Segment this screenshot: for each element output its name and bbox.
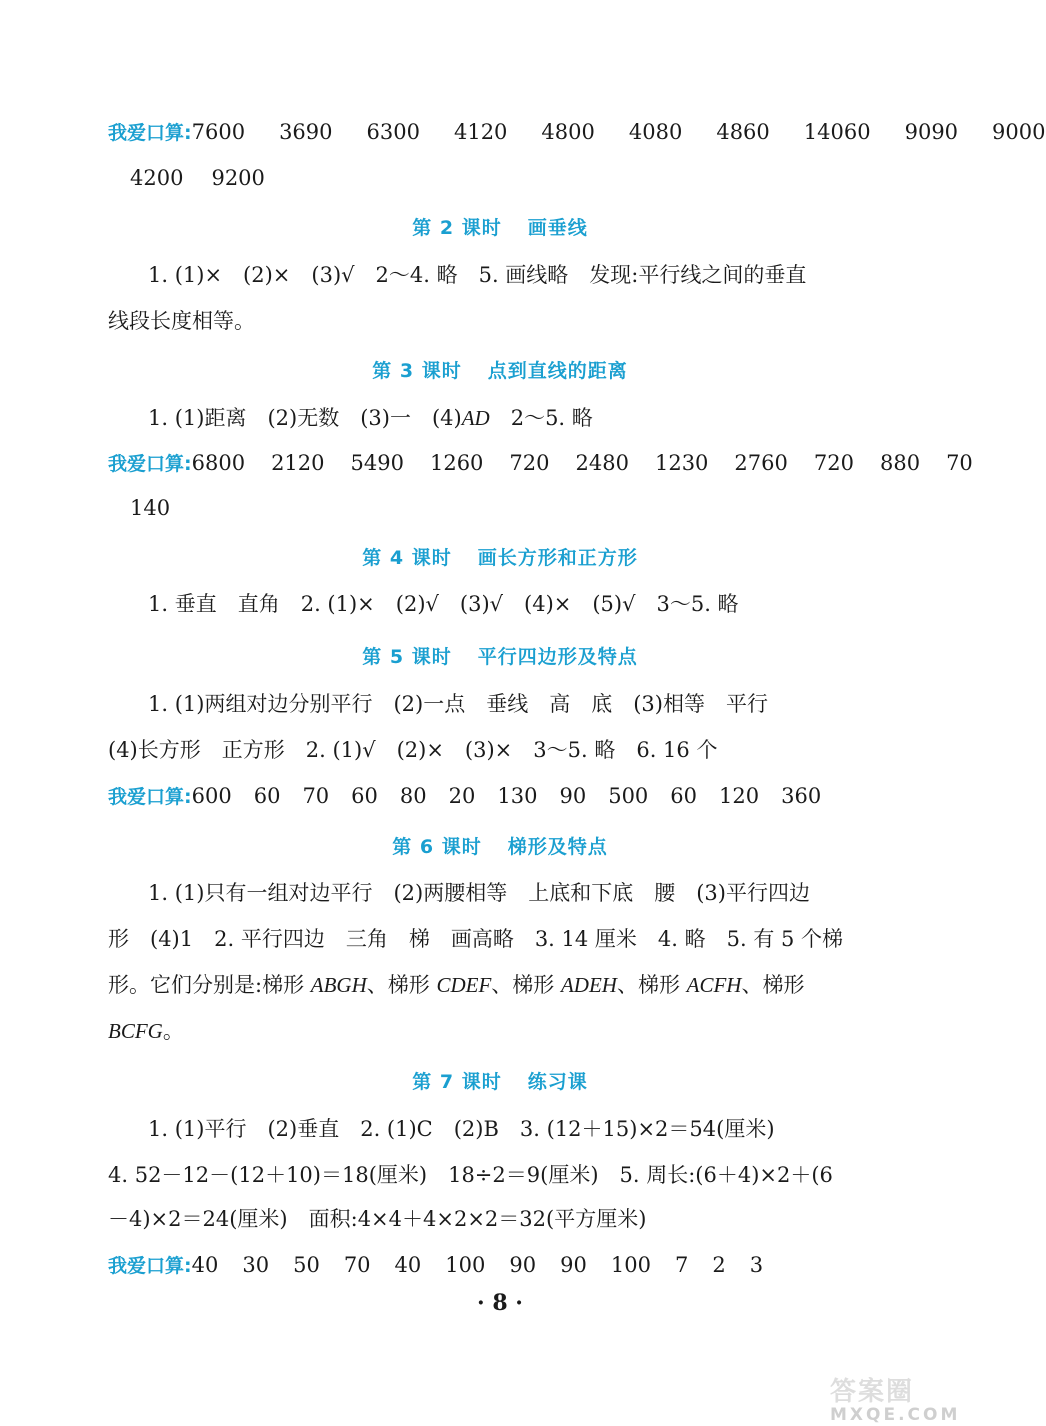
kousuan-value: 360 (781, 784, 822, 808)
kousuan-value: 90 (560, 1253, 587, 1277)
kousuan-label: 我爱口算: (108, 1255, 192, 1277)
kousuan-value: 4800 (541, 120, 595, 144)
watermark-logo (830, 1378, 1000, 1426)
lesson-name: 画长方形和正方形 (477, 547, 638, 569)
kousuan-value: 70 (343, 1253, 371, 1277)
kousuan-value: 90 (559, 784, 587, 808)
kousuan-value: 120 (719, 784, 760, 808)
page-number: · 8 · (477, 1290, 523, 1316)
answer-line: 1. (1)两组对边分别平行 (2)一点 垂线 高 底 (3)相等 平行 (148, 692, 768, 716)
kousuan-value: 60 (670, 784, 698, 808)
kousuan-value: 60 (253, 784, 281, 808)
lesson-4-title (0, 543, 1000, 573)
answer-line: －4)×2＝24(厘米) 面积:4×4＋4×2×2＝32(平方厘米) (108, 1207, 647, 1231)
kousuan-label: 我爱口算: (108, 786, 192, 808)
lesson-name: 梯形及特点 (507, 836, 608, 858)
kousuan-value: 7 (674, 1253, 689, 1277)
kousuan-value: 4080 (628, 120, 683, 144)
kousuan-value: 6300 (366, 120, 420, 144)
lesson-number: 第 4 课时 (362, 547, 452, 569)
answer-line: 1. (1)平行 (2)垂直 2. (1)C (2)B 3. (12＋15)×2＝54(厘米) (148, 1117, 775, 1141)
lesson-number: 第 5 课时 (362, 646, 452, 668)
answer-line: 线段长度相等。 (108, 309, 255, 333)
lesson-2-title (0, 213, 1000, 243)
lesson-6-title (0, 832, 1000, 862)
kousuan-value: 2 (712, 1253, 726, 1277)
answer-line: 形。它们分别是:梯形 ABGH、梯形 CDEF、梯形 ADEH、梯形 ACFH、梯形 (108, 973, 805, 997)
kousuan-value: 130 (497, 784, 538, 808)
lesson-name: 平行四边形及特点 (477, 646, 638, 668)
kousuan-value: 9000 (992, 120, 1046, 144)
answer-line: BCFG。 (108, 1019, 184, 1043)
answer-line: (4)长方形 正方形 2. (1)√ (2)× (3)× 3～5. 略 6. 16 个 (108, 738, 718, 762)
kousuan-value: 70 (302, 784, 330, 808)
lesson-name: 画垂线 (527, 217, 588, 239)
answer-line: 4. 52－12－(12＋10)＝18(厘米) 18÷2＝9(厘米) 5. 周长:(6＋4)×2＋(6 (108, 1163, 833, 1187)
kousuan-value: 100 (610, 1253, 651, 1277)
lesson-name: 点到直线的距离 (487, 360, 628, 382)
kousuan-values-cont (130, 163, 265, 193)
kousuan-value: 60 (351, 784, 378, 808)
kousuan-line (108, 117, 1046, 148)
lesson-number: 第 6 课时 (392, 836, 482, 858)
lesson-number: 第 2 课时 (412, 217, 502, 239)
kousuan-value: 500 (608, 784, 649, 808)
kousuan-value: 14060 (803, 120, 871, 144)
kousuan-value: 2760 (734, 451, 788, 475)
kousuan-value: 6800 (191, 451, 246, 475)
watermark-bottom: MXQE.COM (830, 1405, 961, 1425)
kousuan-value: 140 (130, 496, 171, 520)
kousuan-value: 40 (191, 1253, 219, 1277)
kousuan-value: 4120 (453, 120, 508, 144)
kousuan-value: 80 (399, 784, 427, 808)
kousuan-line (108, 1250, 763, 1281)
kousuan-value: 3 (749, 1253, 764, 1277)
answer-line: 1. (1)只有一组对边平行 (2)两腰相等 上底和下底 腰 (3)平行四边 (148, 881, 810, 905)
kousuan-value: 880 (879, 451, 921, 475)
kousuan-value: 70 (946, 451, 973, 475)
kousuan-values (192, 784, 822, 808)
lesson-name: 练习课 (527, 1071, 588, 1093)
kousuan-value: 50 (293, 1253, 320, 1277)
kousuan-line (108, 781, 821, 812)
kousuan-value: 720 (813, 451, 854, 475)
lesson-number: 第 3 课时 (372, 360, 462, 382)
watermark-top: 答案圈 (830, 1377, 915, 1407)
kousuan-value: 9090 (904, 120, 959, 144)
lesson-3-title (0, 356, 1000, 386)
kousuan-line (108, 448, 973, 479)
kousuan-values-cont (130, 493, 170, 523)
kousuan-value: 9200 (211, 166, 265, 190)
kousuan-value: 4200 (130, 166, 184, 190)
answer-line: 1. (1)距离 (2)无数 (3)一 (4)AD 2～5. 略 (148, 406, 593, 430)
kousuan-value: 2480 (575, 451, 629, 475)
answer-line: 1. (1)× (2)× (3)√ 2～4. 略 5. 画线略 发现:平行线之间的垂直 (148, 263, 807, 287)
kousuan-values (192, 120, 1046, 144)
kousuan-value: 5490 (350, 451, 404, 475)
kousuan-value: 1230 (654, 451, 709, 475)
kousuan-value: 20 (448, 784, 476, 808)
lesson-7-title (0, 1067, 1000, 1097)
kousuan-value: 100 (445, 1253, 486, 1277)
kousuan-label: 我爱口算: (108, 453, 192, 475)
kousuan-value: 7600 (191, 120, 246, 144)
lesson-number: 第 7 课时 (412, 1071, 502, 1093)
kousuan-value: 600 (191, 784, 232, 808)
kousuan-value: 720 (509, 451, 550, 475)
kousuan-value: 2120 (271, 451, 325, 475)
kousuan-value: 30 (242, 1253, 270, 1277)
answer-line: 形 (4)1 2. 平行四边 三角 梯 画高略 3. 14 厘米 4. 略 5. 有 5 个梯 (108, 927, 844, 951)
kousuan-label: 我爱口算: (108, 122, 192, 144)
lesson-5-title (0, 642, 1000, 672)
kousuan-value: 3690 (279, 120, 333, 144)
kousuan-values (192, 1253, 763, 1277)
kousuan-value: 90 (509, 1253, 537, 1277)
kousuan-value: 1260 (429, 451, 484, 475)
kousuan-value: 4860 (716, 120, 770, 144)
kousuan-value: 40 (394, 1253, 422, 1277)
kousuan-values (192, 451, 973, 475)
answer-line: 1. 垂直 直角 2. (1)× (2)√ (3)√ (4)× (5)√ 3～5. 略 (148, 592, 739, 616)
